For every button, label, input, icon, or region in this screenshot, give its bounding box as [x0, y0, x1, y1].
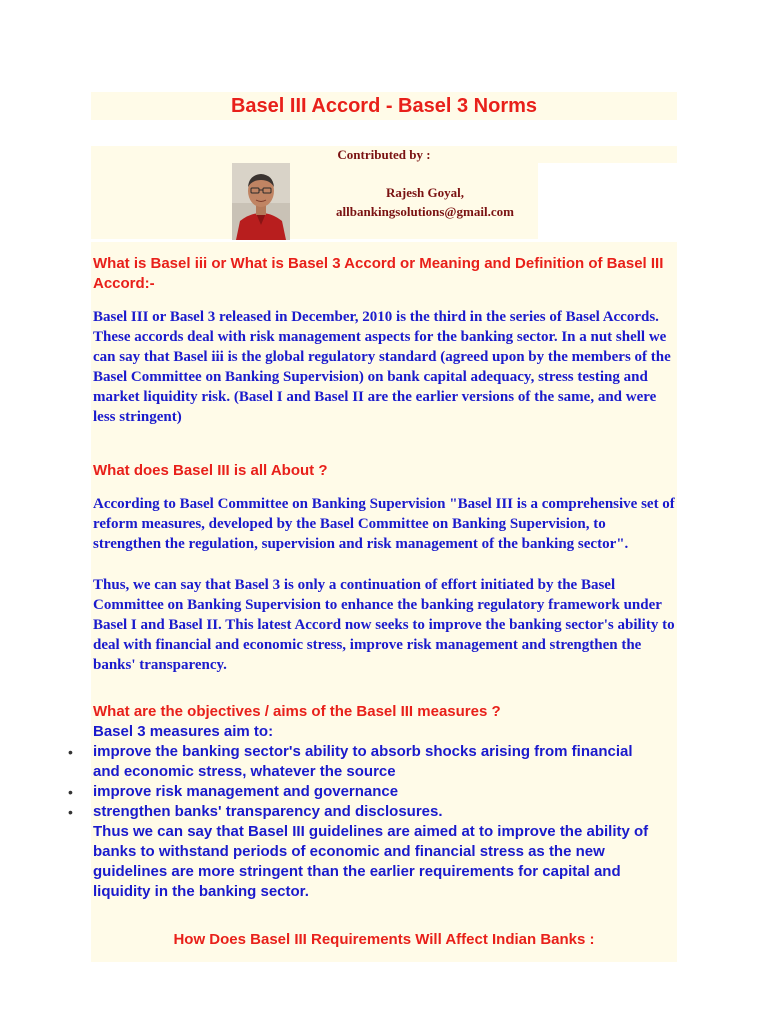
section-heading-about: What does Basel III is all About ?: [93, 462, 328, 479]
objective-item-2: improve risk management and governance: [93, 783, 399, 800]
definition-paragraph: Basel III or Basel 3 released in December, 2010 is the third in the series of Basel Accords. These accords deal with risk management aspects for the banking sector. In a nut shell we can say that Basel iii is the global regulatory standard (agreed upon by the members of the Basel Committee on Banking Supervision) on bank capital adequacy, stress testing and market liquidity risk. (Basel I and Basel II are the earlier versions of the same, and were less stringent): [93, 309, 671, 425]
section-heading-indian-banks: How Does Basel III Requirements Will Affect Indian Banks :: [173, 931, 595, 948]
author-band: [91, 163, 538, 239]
objectives-intro: Basel 3 measures aim to:: [93, 723, 274, 740]
section-heading-definition: What is Basel iii or What is Basel 3 Accord or Meaning and Definition of Basel III Accord:-: [93, 255, 664, 292]
author-photo: [232, 163, 290, 240]
author-email: allbankingsolutions@gmail.com: [336, 204, 514, 219]
objectives-conclusion: Thus we can say that Basel III guidelines are aimed at to improve the ability of banks to withstand periods of economic and financial stress as the new guidelines are more stringent than the earlier requirements for capital and liquidity in the banking sector.: [93, 823, 649, 900]
about-paragraph-1: According to Basel Committee on Banking Supervision "Basel III is a comprehensive set of reform measures, developed by the Basel Committee on Banking Supervision, to strengthen the regulation, supervision and risk management of the banking sector".: [93, 496, 675, 552]
author-photo-image: [232, 163, 290, 240]
page-title: Basel III Accord - Basel 3 Norms: [230, 95, 538, 117]
section-heading-objectives: What are the objectives / aims of the Basel III measures ?: [93, 703, 501, 720]
objective-item-1: improve the banking sector's ability to absorb shocks arising from financial and economic stress, whatever the source: [93, 743, 633, 780]
contributor-label: Contributed by :: [337, 147, 431, 162]
bullet-marker: •: [68, 784, 73, 800]
objective-item-3: strengthen banks' transparency and disclosures.: [93, 803, 443, 820]
bullet-marker: •: [68, 744, 73, 760]
about-paragraph-2: Thus, we can say that Basel 3 is only a continuation of effort initiated by the Basel Committee on Banking Supervision to enhance the banking regulatory framework under Basel I and Basel II. This latest Accord now seeks to improve the banking sector's ability to deal with financial and economic stress, improve risk management and strengthen the banks' transparency.: [93, 577, 675, 673]
author-name: Rajesh Goyal,: [386, 185, 464, 200]
bullet-marker: •: [68, 804, 73, 820]
